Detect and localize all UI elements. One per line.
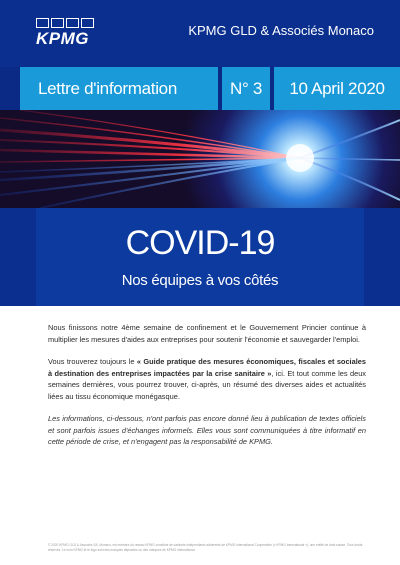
issue-date: 10 April 2020 xyxy=(289,79,385,98)
newsletter-label-box xyxy=(20,67,218,110)
paragraph-intro: Nous finissons notre 4ème semaine de confinement et le Gouvernement Princier continue à multiplier les mesures d'aides aux entreprises pour soutenir l'économie et sauvegarder l'emploi. xyxy=(48,323,366,344)
logo-text: KPMG xyxy=(36,29,89,48)
footer-legal-text: © 2020 KPMG GLD & Associés SA, Monaco, est membre du réseau KPMG constitué de cabinets indépendants adhérents de KPMG International Cooperative (« KPMG International »), une entité de droit suisse. Tous droits réservés. Le nom KPMG et le logo sont des marques déposées ou des marques de KPMG International. xyxy=(48,543,363,552)
guide-title-link[interactable]: « Guide pratique des mesures économiques, fiscales et sociales à destination des entreprises impactées par la crise sanitaire » xyxy=(48,357,366,378)
paragraph-guide xyxy=(48,356,366,402)
document-subtitle: Nos équipes à vos côtés xyxy=(121,272,279,289)
document-title: COVID-19 xyxy=(125,224,275,262)
kpmg-logo xyxy=(36,18,94,47)
paragraph-disclaimer: Les informations, ci-dessous, n'ont parfois pas encore donné lieu à publication de textes officiels et sont parfois issues d'échanges informels. Elles vous sont communiquées à titre informatif en cette période de crise, et n'engagent pas la responsabilité de KPMG. xyxy=(48,414,366,446)
guide-text-end: , ici. Et tout comme les deux semaines dernières, vous pourrez trouver, ci-après, un résumé des diverses aides et actualités liées au tissu économique monégasque. xyxy=(48,368,366,401)
firm-name: KPMG GLD & Associés Monaco xyxy=(188,23,374,38)
issue-number: N° 3 xyxy=(229,79,263,98)
body-text xyxy=(48,322,366,459)
info-bar xyxy=(0,67,400,110)
header-band xyxy=(0,0,400,67)
hero-light-streaks-image xyxy=(0,110,400,208)
logo-squares xyxy=(36,18,94,28)
issue-number-box xyxy=(222,67,270,110)
newsletter-label: Lettre d'information xyxy=(38,79,177,98)
date-box xyxy=(274,67,400,110)
guide-text-start: Vous trouverez toujours le xyxy=(48,357,137,366)
